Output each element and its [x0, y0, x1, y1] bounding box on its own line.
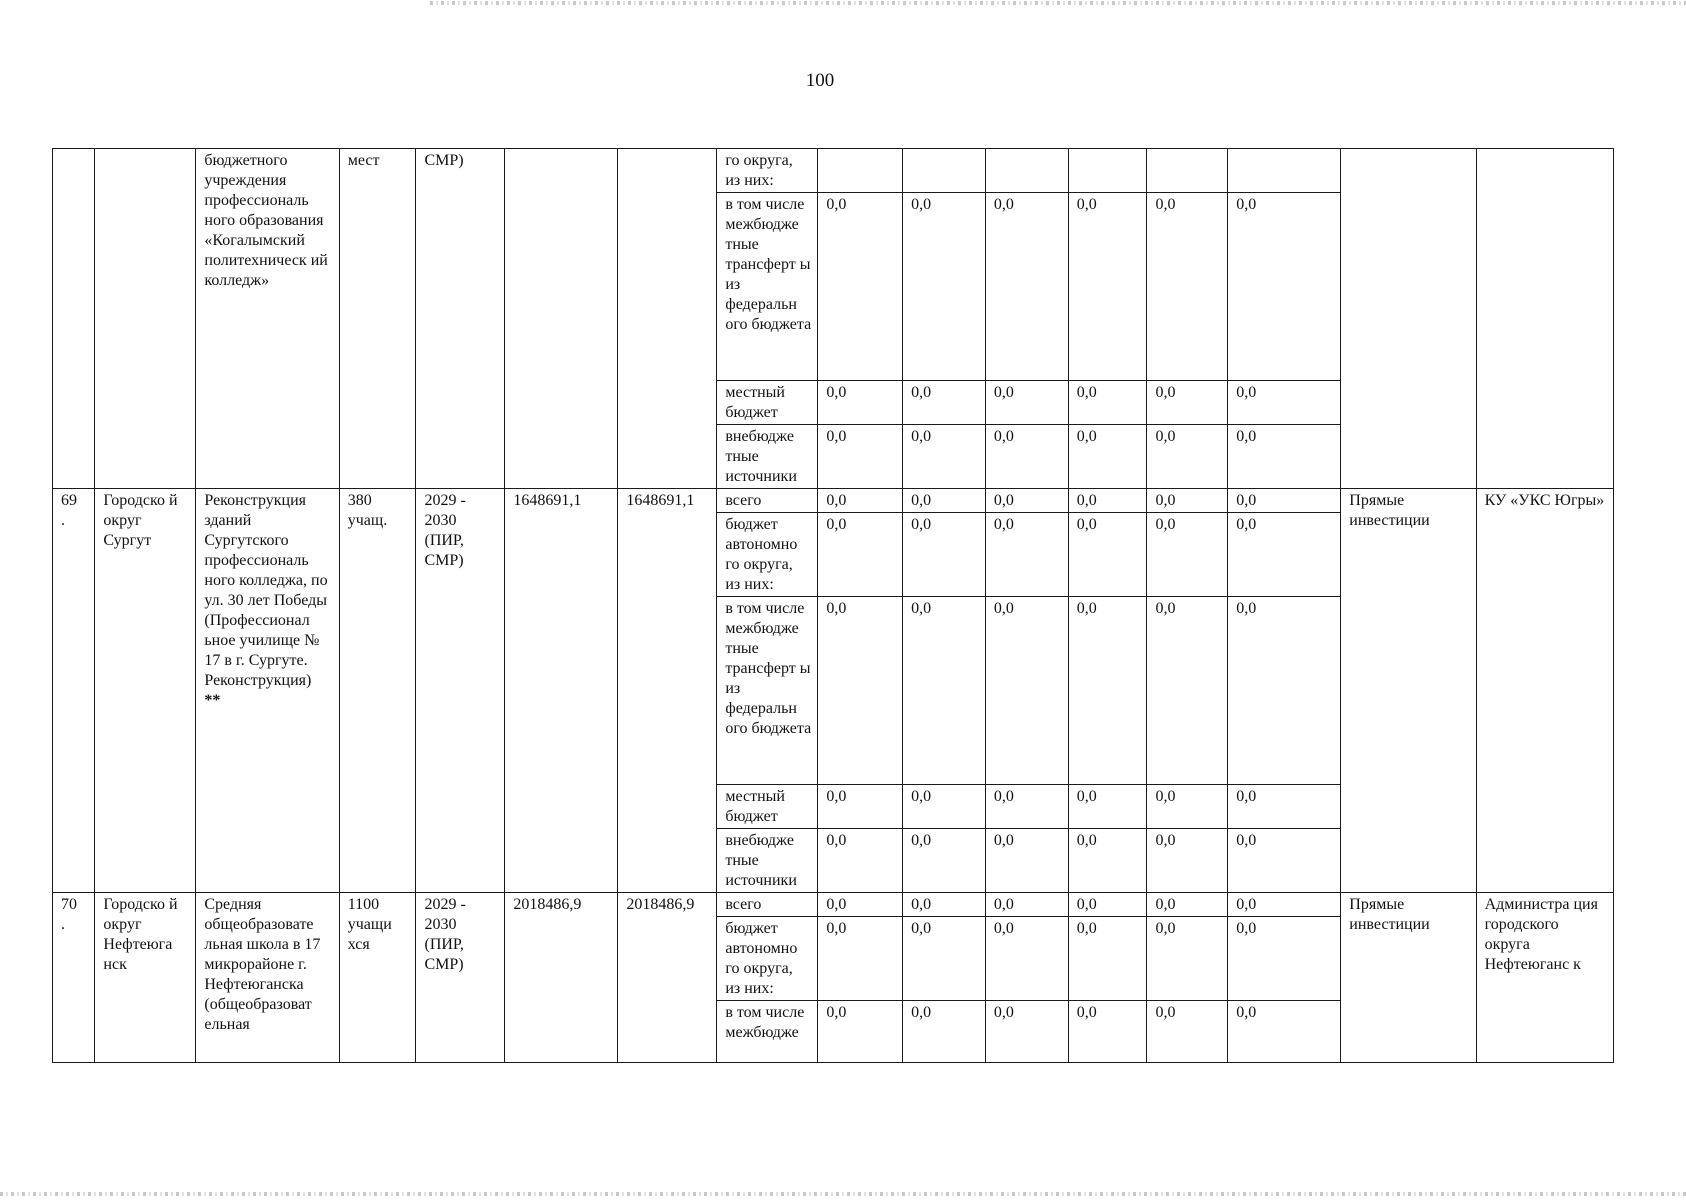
year-value-cell: 0,0 — [818, 489, 903, 513]
year-value-cell: 0,0 — [1228, 381, 1341, 425]
object-name-text: Средняя общеобразовате льная школа в 17 микрорайоне г. Нефтеюганска (общеобразоват ельная — [204, 896, 321, 1033]
funding-source-cell: внебюдже тные источники — [717, 829, 818, 893]
year-value-cell: 0,0 — [1228, 785, 1341, 829]
funding-source-cell: местный бюджет — [717, 785, 818, 829]
investment-form-cell: Прямые инвестиции — [1341, 489, 1476, 893]
municipality-cell: Городско й округ Нефтеюга нск — [95, 893, 196, 1063]
year-value-cell: 0,0 — [818, 597, 903, 785]
funding-source-cell: в том числе межбюдже — [717, 1001, 818, 1063]
funding-row — [53, 489, 1614, 513]
period-cell: 2029 - 2030 (ПИР, СМР) — [416, 893, 505, 1063]
row-number-cell — [53, 489, 95, 893]
year-value-cell: 0,0 — [985, 893, 1068, 917]
year-value-cell: 0,0 — [1147, 381, 1228, 425]
year-value-cell: 0,0 — [1068, 513, 1147, 597]
year-value-cell: 0,0 — [903, 597, 986, 785]
object-name-text: Реконструкция зданий Сургутского профессиональ ного колледжа, по ул. 30 лет Победы (Профессионал ьное училище № 17 в г. Сургуте. Реконструкция) — [204, 492, 328, 689]
year-value-cell: 0,0 — [985, 785, 1068, 829]
year-value-cell: 0,0 — [1228, 829, 1341, 893]
year-value-cell: 0,0 — [818, 893, 903, 917]
scan-edge-bottom — [0, 1192, 1686, 1196]
remaining-cost-cell: 2018486,9 — [618, 893, 717, 1063]
year-value-cell — [1147, 149, 1228, 193]
year-value-cell — [1068, 149, 1147, 193]
year-value-cell: 0,0 — [985, 381, 1068, 425]
investment-form-cell: Прямые инвестиции — [1341, 893, 1476, 1063]
funding-row — [53, 149, 1614, 193]
year-value-cell: 0,0 — [903, 829, 986, 893]
estimated-cost-cell: 1648691,1 — [505, 489, 618, 893]
year-value-cell: 0,0 — [1228, 917, 1341, 1001]
year-value-cell: 0,0 — [818, 425, 903, 489]
year-value-cell: 0,0 — [1147, 893, 1228, 917]
object-name-cell — [196, 893, 339, 1063]
year-value-cell: 0,0 — [1068, 893, 1147, 917]
year-value-cell: 0,0 — [985, 489, 1068, 513]
scan-edge-top — [430, 1, 1686, 5]
year-value-cell: 0,0 — [1147, 193, 1228, 381]
row-number-dot: . — [61, 512, 65, 529]
object-name-cell — [196, 489, 339, 893]
year-value-cell: 0,0 — [903, 917, 986, 1001]
year-value-cell: 0,0 — [818, 513, 903, 597]
year-value-cell: 0,0 — [985, 829, 1068, 893]
year-value-cell: 0,0 — [903, 1001, 986, 1063]
year-value-cell: 0,0 — [985, 425, 1068, 489]
year-value-cell: 0,0 — [818, 785, 903, 829]
table-body — [53, 149, 1614, 1063]
year-value-cell: 0,0 — [1068, 425, 1147, 489]
year-value-cell: 0,0 — [985, 1001, 1068, 1063]
year-value-cell: 0,0 — [1147, 785, 1228, 829]
municipality-cell — [95, 149, 196, 489]
year-value-cell: 0,0 — [1147, 917, 1228, 1001]
funding-source-cell: всего — [717, 489, 818, 513]
investment-table — [52, 148, 1614, 1063]
capacity-cell: 380 учащ. — [339, 489, 416, 893]
year-value-cell: 0,0 — [1068, 785, 1147, 829]
year-value-cell: 0,0 — [903, 785, 986, 829]
year-value-cell: 0,0 — [1147, 489, 1228, 513]
year-value-cell: 0,0 — [1228, 193, 1341, 381]
object-name-cell: бюджетного учреждения профессиональ ного образования «Когалымский политехническ ий колледж» — [196, 149, 339, 489]
year-value-cell: 0,0 — [903, 893, 986, 917]
funding-row — [53, 893, 1614, 917]
remaining-cost-cell: 1648691,1 — [618, 489, 717, 893]
period-cell: СМР) — [416, 149, 505, 489]
year-value-cell — [985, 149, 1068, 193]
year-value-cell: 0,0 — [985, 193, 1068, 381]
object-footnote-mark: ** — [204, 692, 221, 709]
year-value-cell: 0,0 — [1228, 425, 1341, 489]
year-value-cell: 0,0 — [1068, 193, 1147, 381]
year-value-cell: 0,0 — [1068, 829, 1147, 893]
funding-source-cell: местный бюджет — [717, 381, 818, 425]
year-value-cell: 0,0 — [985, 917, 1068, 1001]
year-value-cell: 0,0 — [818, 193, 903, 381]
year-value-cell: 0,0 — [1228, 597, 1341, 785]
year-value-cell: 0,0 — [985, 597, 1068, 785]
year-value-cell: 0,0 — [1147, 597, 1228, 785]
remaining-cost-cell — [618, 149, 717, 489]
customer-cell: Администра ция городского округа Нефтеюганс к — [1476, 893, 1613, 1063]
row-number-dot: . — [61, 916, 65, 933]
year-value-cell: 0,0 — [903, 513, 986, 597]
funding-source-cell: в том числе межбюдже тные трансферт ы из федеральн ого бюджета — [717, 193, 818, 381]
year-value-cell: 0,0 — [1228, 1001, 1341, 1063]
capacity-cell: 1100 учащи хся — [339, 893, 416, 1063]
year-value-cell: 0,0 — [1068, 489, 1147, 513]
year-value-cell: 0,0 — [1147, 829, 1228, 893]
funding-source-cell: го округа, из них: — [717, 149, 818, 193]
municipality-cell: Городско й округ Сургут — [95, 489, 196, 893]
row-number-cell — [53, 893, 95, 1063]
customer-cell — [1476, 149, 1613, 489]
year-value-cell: 0,0 — [1068, 597, 1147, 785]
year-value-cell: 0,0 — [818, 1001, 903, 1063]
year-value-cell: 0,0 — [1068, 381, 1147, 425]
investment-form-cell — [1341, 149, 1476, 489]
row-number-cell — [53, 149, 95, 489]
customer-cell: КУ «УКС Югры» — [1476, 489, 1613, 893]
year-value-cell: 0,0 — [1068, 1001, 1147, 1063]
period-cell: 2029 - 2030 (ПИР, СМР) — [416, 489, 505, 893]
year-value-cell: 0,0 — [985, 513, 1068, 597]
capacity-cell: мест — [339, 149, 416, 489]
year-value-cell — [818, 149, 903, 193]
year-value-cell — [903, 149, 986, 193]
funding-source-cell: бюджет автономно го округа, из них: — [717, 513, 818, 597]
row-number: 69 — [61, 492, 77, 509]
year-value-cell: 0,0 — [903, 193, 986, 381]
page-number: 100 — [805, 70, 835, 91]
year-value-cell: 0,0 — [1147, 513, 1228, 597]
year-value-cell: 0,0 — [1228, 513, 1341, 597]
year-value-cell: 0,0 — [1147, 425, 1228, 489]
row-number: 70 — [61, 896, 77, 913]
year-value-cell — [1228, 149, 1341, 193]
estimated-cost-cell — [505, 149, 618, 489]
year-value-cell: 0,0 — [1068, 917, 1147, 1001]
funding-source-cell: бюджет автономно го округа, из них: — [717, 917, 818, 1001]
funding-source-cell: внебюдже тные источники — [717, 425, 818, 489]
year-value-cell: 0,0 — [818, 829, 903, 893]
funding-source-cell: всего — [717, 893, 818, 917]
year-value-cell: 0,0 — [903, 489, 986, 513]
year-value-cell: 0,0 — [903, 381, 986, 425]
year-value-cell: 0,0 — [1228, 489, 1341, 513]
estimated-cost-cell: 2018486,9 — [505, 893, 618, 1063]
funding-source-cell: в том числе межбюдже тные трансферт ы из федеральн ого бюджета — [717, 597, 818, 785]
year-value-cell: 0,0 — [1228, 893, 1341, 917]
year-value-cell: 0,0 — [818, 381, 903, 425]
year-value-cell: 0,0 — [903, 425, 986, 489]
year-value-cell: 0,0 — [818, 917, 903, 1001]
year-value-cell: 0,0 — [1147, 1001, 1228, 1063]
